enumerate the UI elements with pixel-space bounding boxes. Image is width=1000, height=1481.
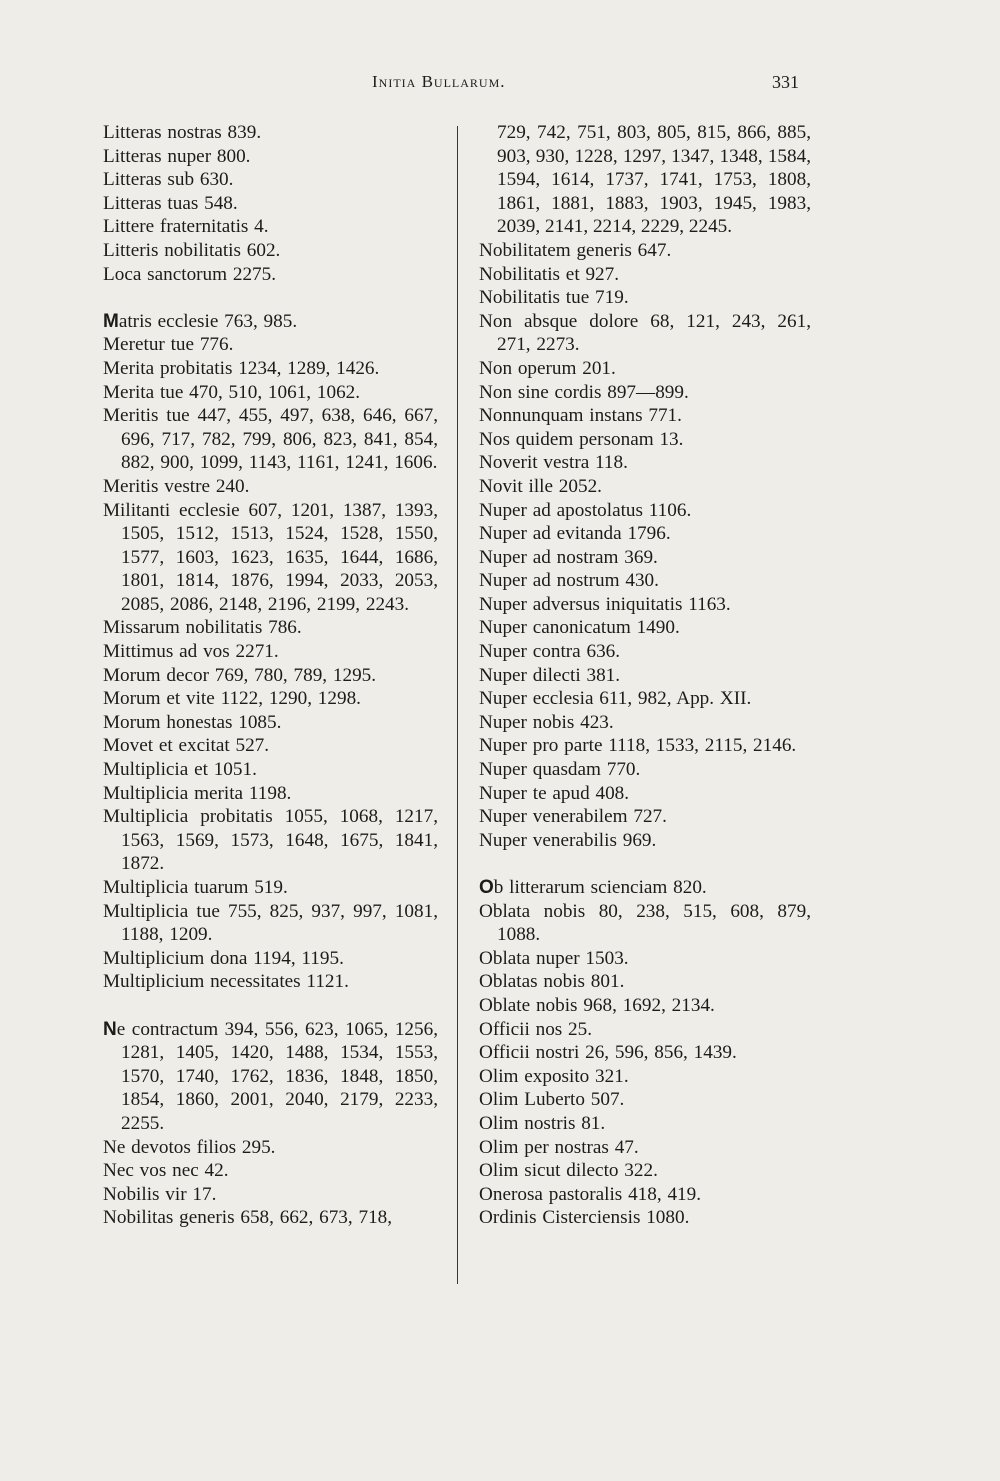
entry-text: Noverit vestra 118. [479, 452, 628, 474]
section-initial-letter: O [479, 877, 494, 898]
index-entry [479, 900, 811, 947]
entry-text: atris ecclesie 763, 985. [118, 310, 298, 332]
index-entry [479, 1159, 811, 1183]
entry-text: Nuper ad nostrum 430. [479, 570, 659, 592]
entry-text: Nuper dilecti 381. [479, 664, 621, 686]
entry-text: Loca sanctorum 2275. [103, 263, 277, 285]
entry-text: Litteras nuper 800. [103, 145, 251, 167]
entry-text: Nuper ad evitanda 1796. [479, 523, 671, 545]
index-entry [103, 664, 438, 688]
index-entry [103, 1159, 438, 1183]
entry-text: Nuper canonicatum 1490. [479, 617, 680, 639]
index-entry [103, 215, 438, 239]
index-entry [479, 758, 811, 782]
index-entry [103, 687, 438, 711]
index-entry [103, 1206, 438, 1230]
entry-text: Nuper ecclesia 611, 982, App. XII. [479, 688, 752, 710]
index-entry [479, 428, 811, 452]
entry-text: Littere fraternitatis 4. [103, 216, 269, 238]
entry-text: Morum et vite 1122, 1290, 1298. [103, 688, 361, 710]
entry-text: Olim per nostras 47. [479, 1136, 639, 1158]
entry-text: Meritis vestre 240. [103, 475, 250, 497]
entry-text: Onerosa pastoralis 418, 419. [479, 1183, 702, 1205]
entry-text: Morum decor 769, 780, 789, 1295. [103, 664, 377, 686]
index-entry [479, 263, 811, 287]
index-entry [479, 640, 811, 664]
index-entry [479, 782, 811, 806]
index-entry [103, 192, 438, 216]
entry-text: Officii nostri 26, 596, 856, 1439. [479, 1042, 737, 1064]
entry-text: Ordinis Cisterciensis 1080. [479, 1207, 690, 1229]
index-entry [479, 451, 811, 475]
entry-text: Non absque dolore 68, 121, 243, 261, 271, 2273. [479, 310, 811, 356]
section-initial-letter: M [103, 310, 119, 332]
index-entry [479, 1088, 811, 1112]
entry-text: Multiplicia merita 1198. [103, 782, 292, 804]
index-entry [479, 522, 811, 546]
index-entry [103, 499, 438, 617]
index-entry [103, 900, 438, 947]
index-entry [479, 475, 811, 499]
index-entry [479, 664, 811, 688]
index-entry [103, 333, 438, 357]
entry-text: Olim Luberto 507. [479, 1089, 625, 1111]
index-column-right [479, 121, 811, 1230]
entry-text: Oblatas nobis 801. [479, 971, 625, 993]
entry-text: Nuper adversus iniquitatis 1163. [479, 593, 731, 615]
entry-text: 729, 742, 751, 803, 805, 815, 866, 885, 903, 930, 1228, 1297, 1347, 1348, 1584, 1594, 1614, 1737, 1741, 1753, 1808, 1861, 1881, 1883, 1903, 1945, 1983, 2039, 2141, 2214, 2229, 2245. [497, 122, 811, 238]
index-entry [103, 758, 438, 782]
index-entry [479, 569, 811, 593]
entry-text: Litteras tuas 548. [103, 192, 238, 214]
entry-text: Nuper venerabilis 969. [479, 829, 657, 851]
index-entry [103, 947, 438, 971]
entry-text: e contractum 394, 556, 623, 1065, 1256, 1281, 1405, 1420, 1488, 1534, 1553, 1570, 1740, 1762, 1836, 1848, 1850, 1854, 1860, 2001, 2040, 2179, 2233, 2255. [116, 1018, 438, 1134]
index-entry [103, 970, 438, 994]
index-entry [479, 1183, 811, 1207]
page-number: 331 [772, 72, 799, 92]
entry-text: Litteris nobilitatis 602. [103, 239, 281, 261]
entry-text: Olim exposito 321. [479, 1065, 629, 1087]
entry-text: Mittimus ad vos 2271. [103, 641, 279, 663]
index-entry [479, 1065, 811, 1089]
index-entry [479, 734, 811, 758]
index-entry [479, 1206, 811, 1230]
entry-text: Movet et excitat 527. [103, 735, 270, 757]
entry-text: Nobilitatem generis 647. [479, 239, 672, 261]
entry-text: Olim sicut dilecto 322. [479, 1160, 658, 1182]
index-entry [479, 711, 811, 735]
entry-text: Litteras nostras 839. [103, 122, 262, 143]
entry-text: Nobilis vir 17. [103, 1183, 217, 1205]
entry-text: Multiplicia tue 755, 825, 937, 997, 1081, 1188, 1209. [103, 900, 438, 946]
index-entry [479, 499, 811, 523]
index-entry [479, 616, 811, 640]
index-entry [479, 286, 811, 310]
section-initial-letter: N [103, 1018, 117, 1040]
index-entry [103, 1183, 438, 1207]
entry-text: Multiplicium necessitates 1121. [103, 971, 349, 993]
index-entry [479, 805, 811, 829]
entry-text: Non operum 201. [479, 357, 616, 379]
index-entry [479, 947, 811, 971]
index-entry [479, 687, 811, 711]
entry-text: Merita tue 470, 510, 1061, 1062. [103, 381, 361, 403]
entry-text: Multiplicium dona 1194, 1195. [103, 947, 344, 969]
index-entry [479, 829, 811, 853]
entry-text: Nuper contra 636. [479, 641, 621, 663]
entry-text: Litteras sub 630. [103, 169, 234, 191]
entry-text: Nuper ad apostolatus 1106. [479, 499, 692, 521]
section-gap [479, 852, 811, 876]
entry-text: Nuper te apud 408. [479, 782, 630, 804]
index-entry [103, 711, 438, 735]
entry-text: Nuper ad nostram 369. [479, 546, 658, 568]
index-column-left [103, 121, 438, 1230]
index-entry [479, 381, 811, 405]
index-entry [103, 357, 438, 381]
column-divider [457, 126, 458, 1284]
index-entry [103, 263, 438, 287]
index-entry [103, 475, 438, 499]
entry-text: Nobilitas generis 658, 662, 673, 718, [103, 1207, 393, 1229]
index-entry [103, 734, 438, 758]
entry-text: Novit ille 2052. [479, 475, 602, 497]
entry-text: Morum honestas 1085. [103, 711, 282, 733]
index-entry [103, 121, 438, 145]
entry-text: Nonnunquam instans 771. [479, 405, 682, 427]
entry-text: Multiplicia probitatis 1055, 1068, 1217, 1563, 1569, 1573, 1648, 1675, 1841, 1872. [103, 806, 438, 875]
index-entry [103, 876, 438, 900]
entry-text: Ne devotos filios 295. [103, 1136, 276, 1158]
index-entry [103, 1018, 438, 1136]
index-entry [479, 1018, 811, 1042]
index-entry [479, 546, 811, 570]
entry-text: Olim nostris 81. [479, 1112, 606, 1134]
entry-text: Nobilitatis tue 719. [479, 287, 629, 309]
index-entry [479, 593, 811, 617]
entry-text: Nuper nobis 423. [479, 711, 614, 733]
entry-text: Oblate nobis 968, 1692, 2134. [479, 994, 715, 1016]
entry-text: Nobilitatis et 927. [479, 263, 620, 285]
running-title: Initia Bullarum. [372, 72, 506, 91]
index-entry [103, 1136, 438, 1160]
index-entry [479, 404, 811, 428]
entry-text: Multiplicia et 1051. [103, 759, 257, 781]
index-entry [103, 381, 438, 405]
entry-text: Non sine cordis 897—899. [479, 381, 689, 403]
index-entry [479, 876, 811, 900]
index-entry [103, 640, 438, 664]
index-entry [103, 616, 438, 640]
entry-text: Nuper pro parte 1118, 1533, 2115, 2146. [479, 735, 797, 757]
section-gap [103, 286, 438, 310]
entry-text: Militanti ecclesie 607, 1201, 1387, 1393, 1505, 1512, 1513, 1524, 1528, 1550, 1577, 1603, 1623, 1635, 1644, 1686, 1801, 1814, 1876, 1994, 2033, 2053, 2085, 2086, 2148, 2196, 2199, 2243. [103, 499, 438, 615]
entry-text: Nuper quasdam 770. [479, 759, 641, 781]
entry-text: Oblata nuper 1503. [479, 947, 629, 969]
entry-text: Missarum nobilitatis 786. [103, 617, 302, 639]
index-entry [479, 970, 811, 994]
index-entry [103, 805, 438, 876]
index-entry [103, 782, 438, 806]
running-header [0, 72, 1000, 100]
index-entry [103, 168, 438, 192]
entry-text: Meritis tue 447, 455, 497, 638, 646, 667, 696, 717, 782, 799, 806, 823, 841, 854, 882, 900, 1099, 1143, 1161, 1241, 1606. [103, 405, 438, 474]
entry-text: Oblata nobis 80, 238, 515, 608, 879, 1088. [479, 900, 811, 946]
index-entry [479, 1112, 811, 1136]
entry-text: b litterarum scienciam 820. [493, 877, 707, 898]
index-entry [479, 357, 811, 381]
index-entry [103, 404, 438, 475]
entry-text: Meretur tue 776. [103, 334, 234, 356]
section-gap [103, 994, 438, 1018]
index-entry [479, 239, 811, 263]
index-entry [479, 310, 811, 357]
index-entry [479, 1041, 811, 1065]
index-entry [103, 310, 438, 334]
entry-text: Officii nos 25. [479, 1018, 593, 1040]
entry-text: Multiplicia tuarum 519. [103, 877, 288, 898]
entry-text: Nos quidem personam 13. [479, 428, 684, 450]
entry-text: Nec vos nec 42. [103, 1160, 229, 1182]
index-entry [103, 239, 438, 263]
entry-text: Nuper venerabilem 727. [479, 806, 667, 828]
index-entry [103, 145, 438, 169]
index-entry-continuation [479, 121, 811, 239]
entry-text: Merita probitatis 1234, 1289, 1426. [103, 357, 380, 379]
index-entry [479, 994, 811, 1018]
index-entry [479, 1136, 811, 1160]
